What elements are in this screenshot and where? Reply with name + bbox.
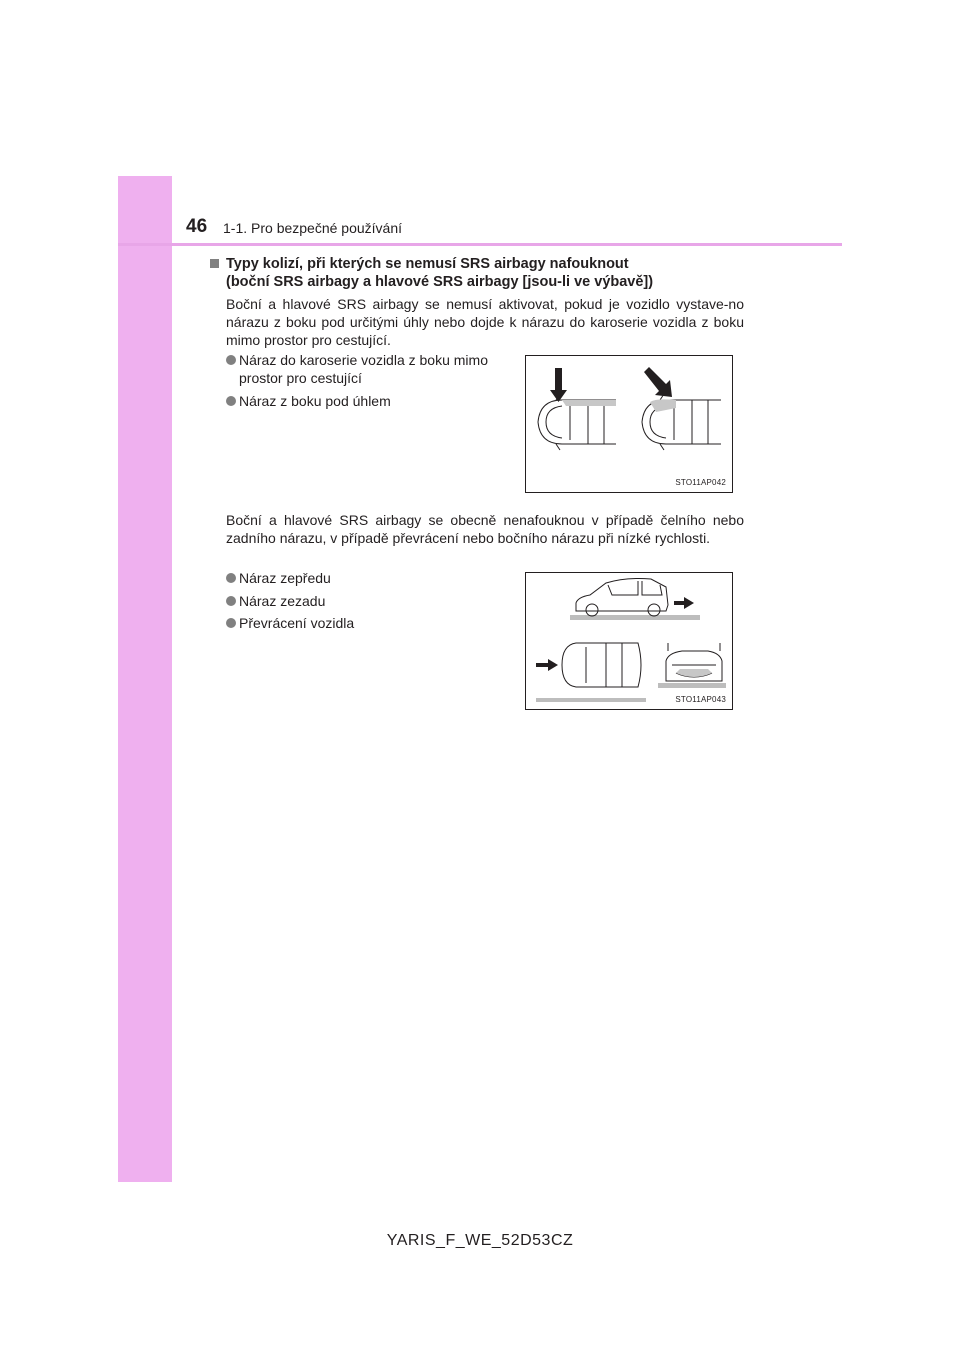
bullet-dot-icon [226,618,236,628]
list-item-text: Náraz do karoserie vozidla z boku mimo prostor pro cestující [239,352,488,386]
document-code: YARIS_F_WE_52D53CZ [386,1232,574,1249]
ground-strip [536,698,646,702]
page-number: 46 [186,216,208,237]
side-impact-illustration [526,356,732,492]
square-bullet-icon [210,259,219,268]
figure-code: STO11AP042 [675,478,726,487]
bullet-dot-icon [226,596,236,606]
rear-impact-arrow-icon [674,597,694,609]
heading-line-1: Typy kolizí, při kterých se nemusí SRS airbagy nafouknout [226,256,629,272]
figure-side-impact [525,355,733,493]
impact-arrow-angled-icon [644,367,672,397]
list-item-text: Náraz z boku pod úhlem [239,393,391,409]
list-item [226,569,516,587]
list-item [226,614,516,632]
frontal-rear-rollover-illustration [526,573,732,709]
list-item [226,392,516,410]
chapter-title: 1-1. Pro bezpečné používání [223,220,403,236]
list-item-text: Náraz zepředu [239,570,331,586]
car-side-view [576,579,668,617]
list-item [226,351,516,387]
bullet-dot-icon [226,355,236,365]
bullet-dot-icon [226,573,236,583]
figure-frontal-rear-rollover [525,572,733,710]
list-item-text: Náraz zezadu [239,593,326,609]
car-top-view-3 [562,643,641,687]
heading-line-2: (boční SRS airbagy a hlavové SRS airbagy [jsou-li ve výbavě]) [226,274,654,290]
header-rule [118,243,842,246]
front-impact-arrow-icon [536,659,558,671]
paragraph-2: Boční a hlavové SRS airbagy se obecně nenafouknou v případě čelního nebo zadního nárazu, v případě převrácení nebo bočního nárazu při nízké rychlosti. [226,512,744,546]
bullet-dot-icon [226,396,236,406]
intro-paragraph: Boční a hlavové SRS airbagy se nemusí aktivovat, pokud je vozidlo vystave-no nárazu z boku pod určitými úhly nebo dojde k nárazu do karoserie vozidla z boku mimo prostor pro cestující. [226,296,744,348]
ground-strip [658,683,726,688]
list-item-text: Převrácení vozidla [239,615,355,631]
figure-code: STO11AP043 [675,695,726,704]
list-item [226,592,516,610]
side-band [118,176,172,1182]
